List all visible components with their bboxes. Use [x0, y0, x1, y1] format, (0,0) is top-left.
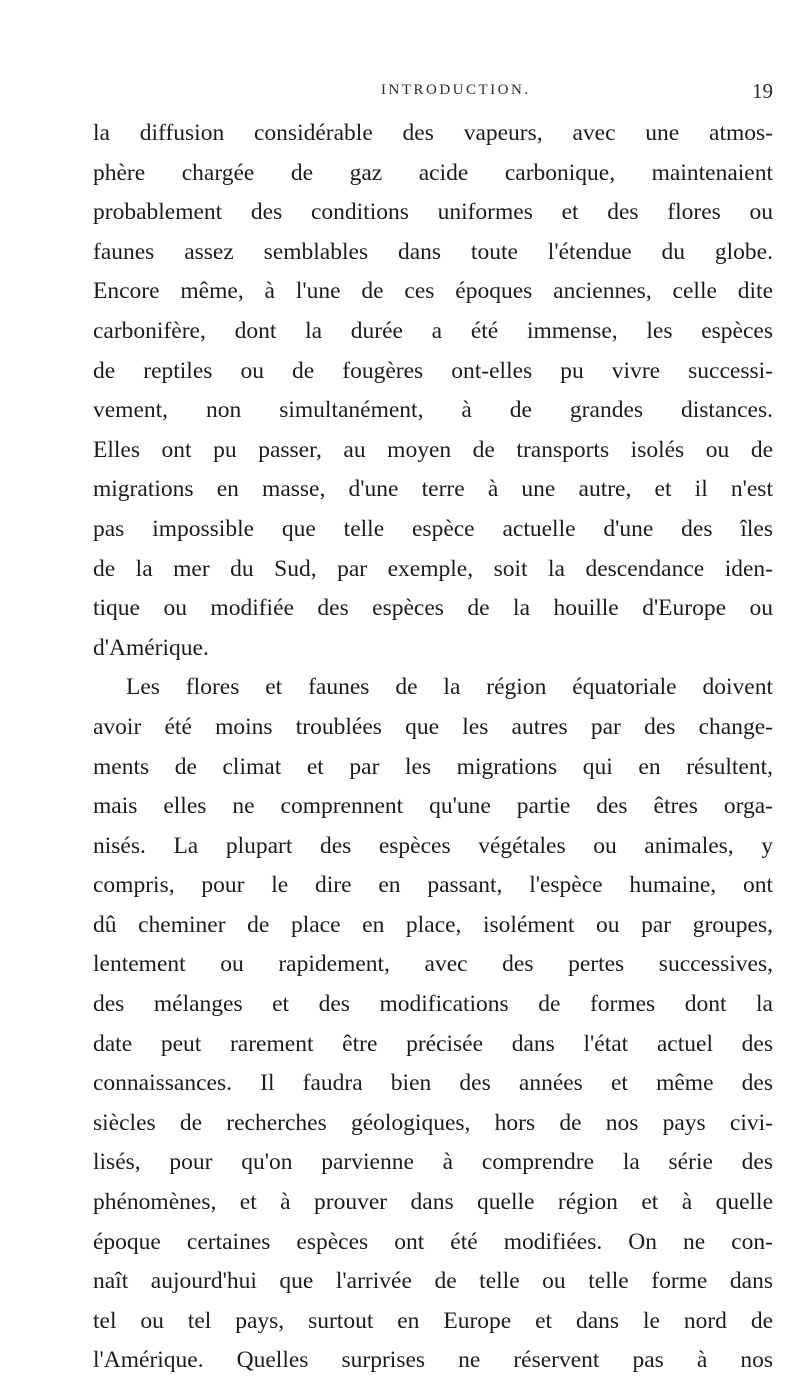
page-number: 19 — [752, 79, 773, 103]
text-line: ments de climat et par les migrations qui en résultent, — [93, 753, 773, 780]
body-text — [93, 114, 773, 1381]
text-line: phère chargée de gaz acide carbonique, maintenaient — [93, 159, 773, 186]
text-line: des mélanges et des modifications de formes dont la — [93, 991, 773, 1018]
text-line: phénomènes, et à prouver dans quelle région et à quelle — [93, 1189, 773, 1216]
text-line: la diffusion considérable des vapeurs, avec une atmos- — [93, 120, 773, 146]
text-line: d'Amérique. — [93, 634, 209, 661]
text-line: lisés, pour qu'on parvienne à comprendre la série des — [93, 1149, 773, 1176]
text-line: nisés. La plupart des espèces végétales ou animales, y — [93, 832, 773, 859]
text-line: de reptiles ou de fougères ont-elles pu vivre successi- — [93, 357, 773, 384]
text-line: vement, non simultanément, à de grandes distances. — [93, 397, 773, 424]
text-line: date peut rarement être précisée dans l'état actuel des — [93, 1030, 773, 1057]
text-line: Elles ont pu passer, au moyen de transports isolés ou de — [93, 436, 773, 463]
text-line: dû cheminer de place en place, isolément ou par groupes, — [93, 911, 773, 938]
text-line: de la mer du Sud, par exemple, soit la descendance iden- — [93, 555, 773, 582]
text-line: connaissances. Il faudra bien des années et même des — [93, 1070, 773, 1097]
text-line: époque certaines espèces ont été modifiées. On ne con- — [93, 1228, 773, 1255]
text-line: naît aujourd'hui que l'arrivée de telle ou telle forme dans — [93, 1268, 773, 1295]
text-line: Encore même, à l'une de ces époques anciennes, celle dite — [93, 278, 773, 305]
text-line: tique ou modifiée des espèces de la houille d'Europe ou — [93, 595, 773, 622]
text-line: lentement ou rapidement, avec des pertes successives, — [93, 951, 773, 978]
text-line: l'Amérique. Quelles surprises ne réservent pas à nos — [93, 1347, 773, 1374]
text-line: siècles de recherches géologiques, hors de nos pays civi- — [93, 1109, 773, 1136]
running-head — [0, 79, 800, 112]
text-line: tel ou tel pays, surtout en Europe et dans le nord de — [93, 1307, 773, 1334]
text-line: carbonifère, dont la durée a été immense, les espèces — [93, 317, 773, 344]
text-line: mais elles ne comprennent qu'une partie des êtres orga- — [93, 793, 773, 820]
text-line: Les flores et faunes de la région équatoriale doivent — [126, 674, 773, 701]
running-title: INTRODUCTION. — [381, 82, 531, 98]
text-line: avoir été moins troublées que les autres par des change- — [93, 713, 773, 740]
text-line: pas impossible que telle espèce actuelle d'une des îles — [93, 515, 773, 542]
text-line: probablement des conditions uniformes et des flores ou — [93, 199, 773, 226]
text-line: migrations en masse, d'une terre à une autre, et il n'est — [93, 476, 773, 503]
text-line: compris, pour le dire en passant, l'espèce humaine, ont — [93, 872, 773, 899]
text-line: faunes assez semblables dans toute l'étendue du globe. — [93, 238, 773, 265]
